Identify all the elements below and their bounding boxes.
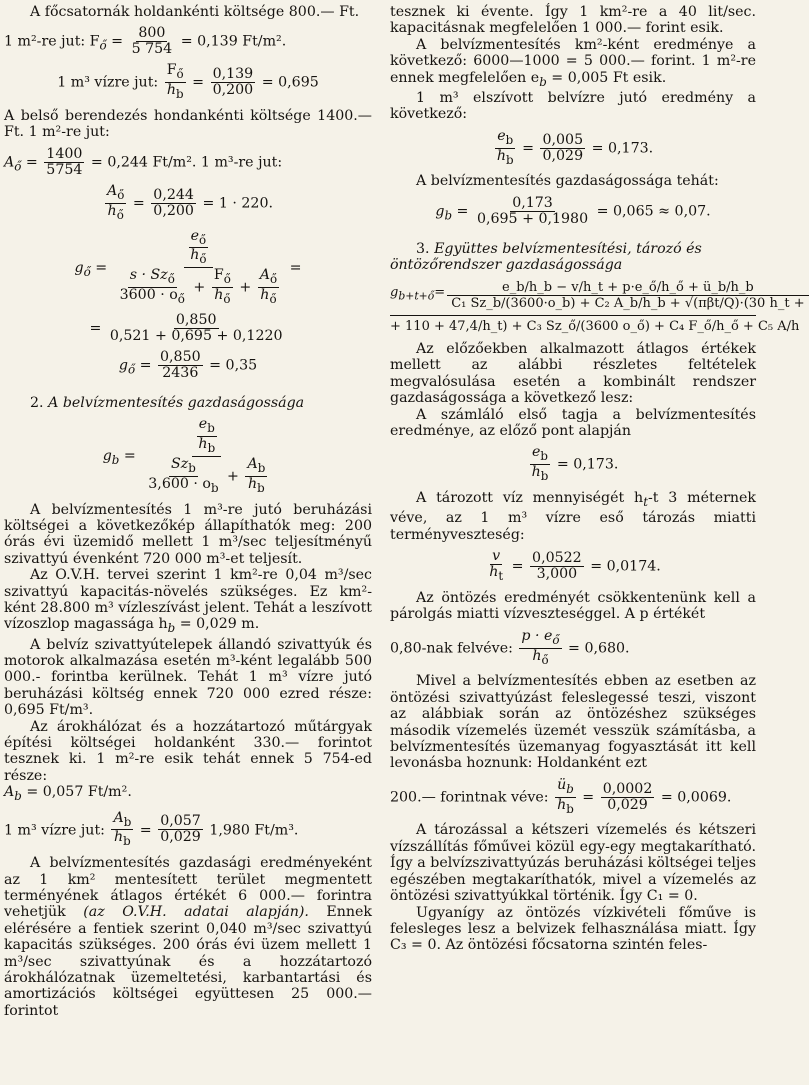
section-number: 3. xyxy=(416,240,430,257)
fraction: $\frac{e_b}{h_b}$ $\frac{Sz_b}{3,600 \cdot o_b}$ + $\frac{A_b}{h_b}$ xyxy=(148,416,266,495)
denominator: 3,000 xyxy=(536,566,578,582)
denominator: h xyxy=(260,287,270,304)
symbol: A xyxy=(4,784,15,801)
subscript: b xyxy=(175,87,184,102)
subscript: b xyxy=(188,460,196,475)
subscript: ő xyxy=(269,291,277,306)
numerator: e xyxy=(190,227,199,244)
section-number: 2. xyxy=(30,394,44,411)
numerator: 0,173 xyxy=(512,194,553,211)
paragraph xyxy=(390,490,756,543)
denominator: 5 754 xyxy=(131,41,173,58)
numerator: e_b/h_b − v/h_t + p·e_ő/h_ő + ü_b/h_b xyxy=(447,280,808,296)
denominator: h xyxy=(531,464,541,481)
denominator: 3600 · o xyxy=(119,287,178,304)
equation-result: = 0,0174. xyxy=(590,558,661,575)
numerator: 0,850 xyxy=(175,311,217,328)
equation-result: = 0,173. xyxy=(556,456,619,473)
subscript: b xyxy=(210,480,219,495)
equation-result: = 0,139 Ft/m². xyxy=(180,33,287,50)
equation-text: 1 m³ vízre jut: xyxy=(57,74,159,91)
subscript: ő xyxy=(83,264,91,279)
subscript: t xyxy=(643,494,648,509)
subscript: ő xyxy=(177,291,185,306)
numerator: F xyxy=(213,267,224,284)
paragraph-text: (az O.V.H. adatai alapján). xyxy=(83,904,309,921)
equation-text: 1 m³ vízre jut: xyxy=(4,821,105,838)
subscript: b xyxy=(505,132,514,147)
paragraph: Mivel a belvízmentesítés ebben az esetben az öntözési szivattyúzást feleslegessé teszi, viszont az alábbiak során az öntözéshez szükséges második vízemelés üzemét vesszük számításba, a belvízmentesítés üzemanyag fogyasztását itt kell levonásba hoznunk: Holdanként ezt xyxy=(390,673,756,772)
numerator: A xyxy=(107,182,118,199)
numerator: F xyxy=(166,62,177,79)
subscript: b xyxy=(207,440,216,455)
equation: $\frac{v}{h_t}$ = $\frac{0,0522}{3,000}$ = 0,0174. xyxy=(489,548,661,583)
subscript: ő xyxy=(223,272,231,287)
equation xyxy=(390,629,756,668)
numerator: e xyxy=(531,444,541,461)
fraction xyxy=(530,551,584,582)
paragraph-text: = 0,005 Ft esik. xyxy=(546,69,667,86)
equation-text: 200.— forintnak véve: xyxy=(390,789,549,806)
paragraph-text: Az O.V.H. tervei szerint 1 km²-re 0,04 m³/sec szivattyú kapacitás-növelés szükséges. Ez km²-ként 28.800 m³ vízleszívást jelent. Tehát a leszívott vízoszlop magassága h xyxy=(4,567,372,633)
section-title: A belvízmentesítés gazdaságossága xyxy=(48,394,305,411)
equation-text: 1 m²-re jut: F xyxy=(4,33,100,50)
symbol: g xyxy=(74,259,84,276)
paragraph-text: Ennek elérésére a fentiek szerint 0,040 m³/sec szivattyú kapacitás szükséges. 200 órás évi üzem mellett 1 m³/sec szivattyúnak és a hozzátartozó árokhálózatnak üzemeltetési, karbantartási és amortizációs költségei együttesen 25 000.— forintot xyxy=(4,904,372,1019)
paragraph xyxy=(4,719,372,805)
denominator: h xyxy=(113,829,124,846)
subscript: t xyxy=(498,568,504,583)
paragraph: A számláló első tagja a belvízmentesítés eredménye, az előző pont alapján xyxy=(390,406,756,439)
right-column xyxy=(390,4,805,954)
paragraph: A belső berendezés hondankénti költsége 1400.— Ft. 1 m²-re jut: xyxy=(4,108,372,141)
denominator: 0,029 xyxy=(160,829,201,846)
numerator: 0,057 xyxy=(160,813,201,830)
subscript: ő xyxy=(223,291,231,306)
paragraph xyxy=(4,855,372,1019)
equation: $\frac{e_b}{h_b}$ = $\frac{0,005}{0,029}$ = 0,173. xyxy=(496,127,654,167)
numerator: A xyxy=(247,455,258,472)
paragraph-text: A belvízmentesítés km²-ként eredménye a következő: 6000—1000 = 5 000.— forint. 1 m²-re ennek megfelelően e xyxy=(390,36,756,86)
subscript: b xyxy=(123,814,132,829)
fraction xyxy=(211,67,256,98)
paragraph: A tározással a kétszeri vízemelés és kétszeri vízszállítás főművei közül egy-egy megtakarítható. Így a belvízszivattyúzás beruházási költségei teljes egészében megtakaríthatók, mivel a vízemelés az öntözési szivattyúkkal történik. Így C₁ = 0. xyxy=(390,822,756,905)
fraction xyxy=(495,129,516,168)
equation: $g_ő$ = $\frac{0,850}{2436}$ = 0,35 xyxy=(118,348,258,381)
subscript: b xyxy=(257,480,265,495)
fraction xyxy=(158,814,203,845)
paragraph-text: = 0,029 m. xyxy=(175,616,260,633)
subscript: b xyxy=(540,449,548,464)
symbol: g xyxy=(102,448,112,465)
equation-result: = 0,35 xyxy=(209,357,258,374)
numerator: Sz xyxy=(171,455,189,472)
equation: $A_ő$ = $\frac{1400}{5754}$ = 0,244 Ft/m². 1 m³-re jut: xyxy=(4,145,283,178)
equation-result: = 0,695 xyxy=(261,74,319,91)
fraction xyxy=(449,280,806,311)
denominator: h xyxy=(198,436,208,453)
subscript: b xyxy=(540,469,549,484)
fraction xyxy=(130,26,175,57)
equation xyxy=(390,445,756,484)
denominator: 2436 xyxy=(162,364,199,381)
fraction xyxy=(530,445,551,484)
section-heading xyxy=(4,395,372,411)
numerator: 0,139 xyxy=(212,66,254,83)
subscript: ő xyxy=(176,67,184,82)
denominator: h xyxy=(557,796,567,813)
fraction xyxy=(158,350,203,381)
numerator: 0,244 xyxy=(153,186,194,203)
subscript: ő xyxy=(199,232,207,247)
symbol: A xyxy=(4,154,15,171)
numerator: 1400 xyxy=(46,145,83,162)
numerator: 0,0522 xyxy=(532,550,582,566)
paragraph: 1 m³ elszívott belvízre jutó eredmény a következő: xyxy=(390,89,756,123)
subscript: ő xyxy=(14,159,22,174)
equation-text: 0,80-nak felvéve: xyxy=(390,640,513,657)
paragraph-text: A belvízmentesítés gazdasági eredményeként az 1 km² mentesített terület megmentett terményének átlagos értékét 6 000.— forintra vehetjük xyxy=(4,855,372,921)
fraction xyxy=(111,811,133,850)
equation: = $\frac{0,850}{0,521 + 0,695 + 0,1220}$ xyxy=(89,311,283,344)
symbol: g xyxy=(435,203,445,220)
denominator: 0,029 xyxy=(607,796,648,813)
denominator: h xyxy=(214,287,224,304)
denominator-continuation: + 110 + 47,4/h_t) + C₃ Sz_ő/(3600 o_ő) + C₄ F_ő/h_ő + C₅ A/h xyxy=(390,315,756,335)
subscript: b xyxy=(167,621,176,636)
paragraph: Az öntözés eredményét csökkentenünk kell a párolgás miatti vízveszteséggel. A p értékét xyxy=(390,589,756,623)
denominator: 5754 xyxy=(46,161,83,178)
subscript: b xyxy=(505,152,514,167)
denominator: 0,029 xyxy=(542,147,584,164)
equation-g-b: $g_b$ = $\frac{e_b}{h_b}$ $\frac{Sz_b}{3,600 \cdot o_b}$ + $\frac{A_b}{h_b}$ xyxy=(4,417,372,495)
numerator: e xyxy=(198,416,208,433)
fraction xyxy=(475,196,590,227)
paragraph-text: Az árokhálózat és a hozzátartozó műtárgyak építési költségei holdanként 330.— forintot tesznek ki. 1 m²-re esik tehát ennek 5 754-ed része: xyxy=(4,718,372,784)
fraction xyxy=(151,188,196,219)
subscript: ő xyxy=(541,652,549,667)
paragraph: A főcsatornák holdankénti költsége 800.— Ft. xyxy=(30,4,360,20)
equation-result: = 1 · 220. xyxy=(202,195,273,212)
fraction xyxy=(44,147,84,178)
denominator: 0,200 xyxy=(212,82,254,99)
paragraph: A belvíz szivattyútelepek állandó szivattyúk és motorok alkalmazása esetén m³-ként legalább 500 000.- forintba kerülnek. Tehát 1 m³ vízre jutó beruházási költség ennek 720 000 ezred része: 0,695 Ft/m³. xyxy=(4,636,372,719)
denominator: h xyxy=(166,82,176,99)
subscript: ő xyxy=(199,252,207,267)
subscript: b xyxy=(123,834,131,849)
equation-result: = 0,244 Ft/m². 1 m³-re jut: xyxy=(90,154,283,171)
equation-result: = 0,0069. xyxy=(660,789,732,806)
equation: 1 m³ vízre jut: $\frac{A_b}{h_b}$ = $\frac{0,057}{0,029}$ 1,980 Ft/m³. xyxy=(4,809,299,849)
equation: 1 m²-re jut: $F_ő$ = $\frac{800}{5 754}$ = 0,139 Ft/m². xyxy=(4,25,287,58)
equation-result: = 0,680. xyxy=(568,640,630,657)
denominator: h xyxy=(190,247,200,264)
equation: $\frac{A_ő}{h_ő}$ = $\frac{0,244}{0,200}$ = 1 · 220. xyxy=(107,182,273,222)
subscript: ő xyxy=(116,207,124,222)
equation-g-o: $g_ő$ = $\frac{e_ő}{h_ő}$ $\frac{s \cdot Sz_ő}{3600 \cdot o_ő}$ + $\frac{F_ő}{h_ő}$ + $\frac{A_ő}{h_ő}$ = xyxy=(74,227,302,306)
subscript: b xyxy=(566,801,574,816)
numerator: s · Sz xyxy=(129,267,168,284)
denominator: 0,200 xyxy=(153,202,194,219)
symbol: g xyxy=(118,357,128,374)
subscript: b xyxy=(444,208,453,223)
denominator: h xyxy=(532,647,542,664)
numerator: A xyxy=(113,809,124,826)
equation-result: = 0,173. xyxy=(591,140,654,156)
numerator: 0,005 xyxy=(542,131,584,148)
equation-result: = 0,065 ≈ 0,07. xyxy=(596,203,711,220)
subscript: b+t+ő xyxy=(398,289,435,303)
numerator: 0,850 xyxy=(160,348,201,365)
fraction: $\frac{e_ő}{h_ő}$ $\frac{s \cdot Sz_ő}{3600 \cdot o_ő}$ + $\frac{F_ő}{h_ő}$ + $\frac{A_ő}{h_ő}$ xyxy=(119,227,278,306)
numerator: A xyxy=(259,267,270,284)
paragraph xyxy=(4,567,372,636)
symbol: g xyxy=(390,285,399,301)
section-title: Együttes belvízmentesítési, tározó és öntözőrendszer gazdaságossága xyxy=(390,240,702,274)
fraction xyxy=(540,133,585,164)
equation: 1 m³ vízre jut: $\frac{F_ő}{h_b}$ = $\frac{0,139}{0,200}$ = 0,695 xyxy=(57,62,319,102)
denominator: 3,600 · o xyxy=(148,475,211,492)
fraction: $\frac{ü_b}{h_b}$ xyxy=(557,776,574,816)
paragraph: Ugyanígy az öntözés vízkivételi főműve is felesleges lesz a belvizek felhasználása miatt. Így C₃ = 0. Az öntözési főcsatorna szintén feles- xyxy=(390,904,756,954)
subscript: b xyxy=(257,460,266,475)
equation-combined: $g_{b+t+ő}=$ $\frac{e\_b/h\_b - v/h\_t + p\cdot e\_ő/h\_ő + ü\_b/h\_b}{\text{C₁ Sz\_b/(3600·o\_b) + C₂ A\_b/h\_b + √(πβt/Q)·(30 h\_t +}}$ + 110 + 47,4/h_t) + C₃ Sz_ő/(3600 o_ő) + C₄ F_ő/h_ő + C₅ A/h xyxy=(390,280,756,335)
subscript: ő xyxy=(270,272,278,287)
paragraph: A belvízmentesítés gazdaságossága tehát: xyxy=(416,173,719,190)
paragraph-text: -t 3 méternek véve, az 1 m³ vízre eső tározás miatti terményveszteség: xyxy=(390,490,756,543)
paragraph: A belvízmentesítés 1 m³-re jutó beruházási költségei a következőkép állapíthatók meg: 200 órás évi üzemidő mellett 1 m³/sec teljesítményű szivattyú évenként 720 000 m³-et teljesít. xyxy=(4,501,372,567)
equation-result: 1,980 Ft/m³. xyxy=(209,821,299,838)
section-heading xyxy=(390,241,756,274)
left-column xyxy=(4,4,372,1019)
denominator: h xyxy=(489,564,499,581)
subscript: ő xyxy=(99,38,107,53)
fraction xyxy=(105,184,126,223)
fraction: $\frac{v}{h_t}$ xyxy=(489,548,504,583)
subscript: b xyxy=(111,453,120,468)
subscript: ő xyxy=(167,272,175,287)
denominator: C₁ Sz_b/(3600·o_b) + C₂ A_b/h_b + √(πβt/Q)·(30 h_t + xyxy=(451,295,805,311)
subscript: ő xyxy=(127,362,136,377)
fraction xyxy=(165,63,186,102)
numerator: e xyxy=(497,127,506,144)
denominator: 0,695 + 0,1980 xyxy=(476,210,589,227)
denominator: h xyxy=(248,475,258,492)
denominator: h xyxy=(496,147,506,164)
subscript: b xyxy=(207,421,215,436)
fraction: $\frac{p \cdot e_ő}{h_ő}$ xyxy=(521,627,560,667)
subscript: b xyxy=(539,74,547,89)
subscript: ő xyxy=(117,187,125,202)
paragraph: tesznek ki évente. Így 1 km²-re a 40 lit/sec. kapacitásnak megfelelően 1 000.— forint esik. xyxy=(390,4,756,37)
paragraph-text: = 0,057 Ft/m². xyxy=(21,784,132,801)
paragraph-text: A tározott víz mennyiségét h xyxy=(416,490,644,507)
paragraph xyxy=(390,37,756,90)
denominator: 0,521 + 0,695 + 0,1220 xyxy=(109,327,283,344)
subscript: b xyxy=(14,789,22,804)
numerator: 0,0002 xyxy=(602,780,653,797)
fraction xyxy=(108,313,285,344)
equation: 200.— forintnak véve: $\frac{ü_b}{h_b}$ = $\frac{0,0002}{0,029}$ = 0,0069. xyxy=(390,776,732,816)
numerator: 800 xyxy=(138,25,166,42)
fraction xyxy=(601,782,655,813)
denominator: h xyxy=(107,202,117,219)
paragraph: Az előzőekben alkalmazott átlagos értékek mellett az alábbi részletes feltételek megvalósulása esetén a kombinált rendszer gazdaságossága a következő lesz: xyxy=(390,340,756,407)
equation: $g_b$ = $\frac{0,173}{0,695 + 0,1980}$ = 0,065 ≈ 0,07. xyxy=(435,194,711,227)
